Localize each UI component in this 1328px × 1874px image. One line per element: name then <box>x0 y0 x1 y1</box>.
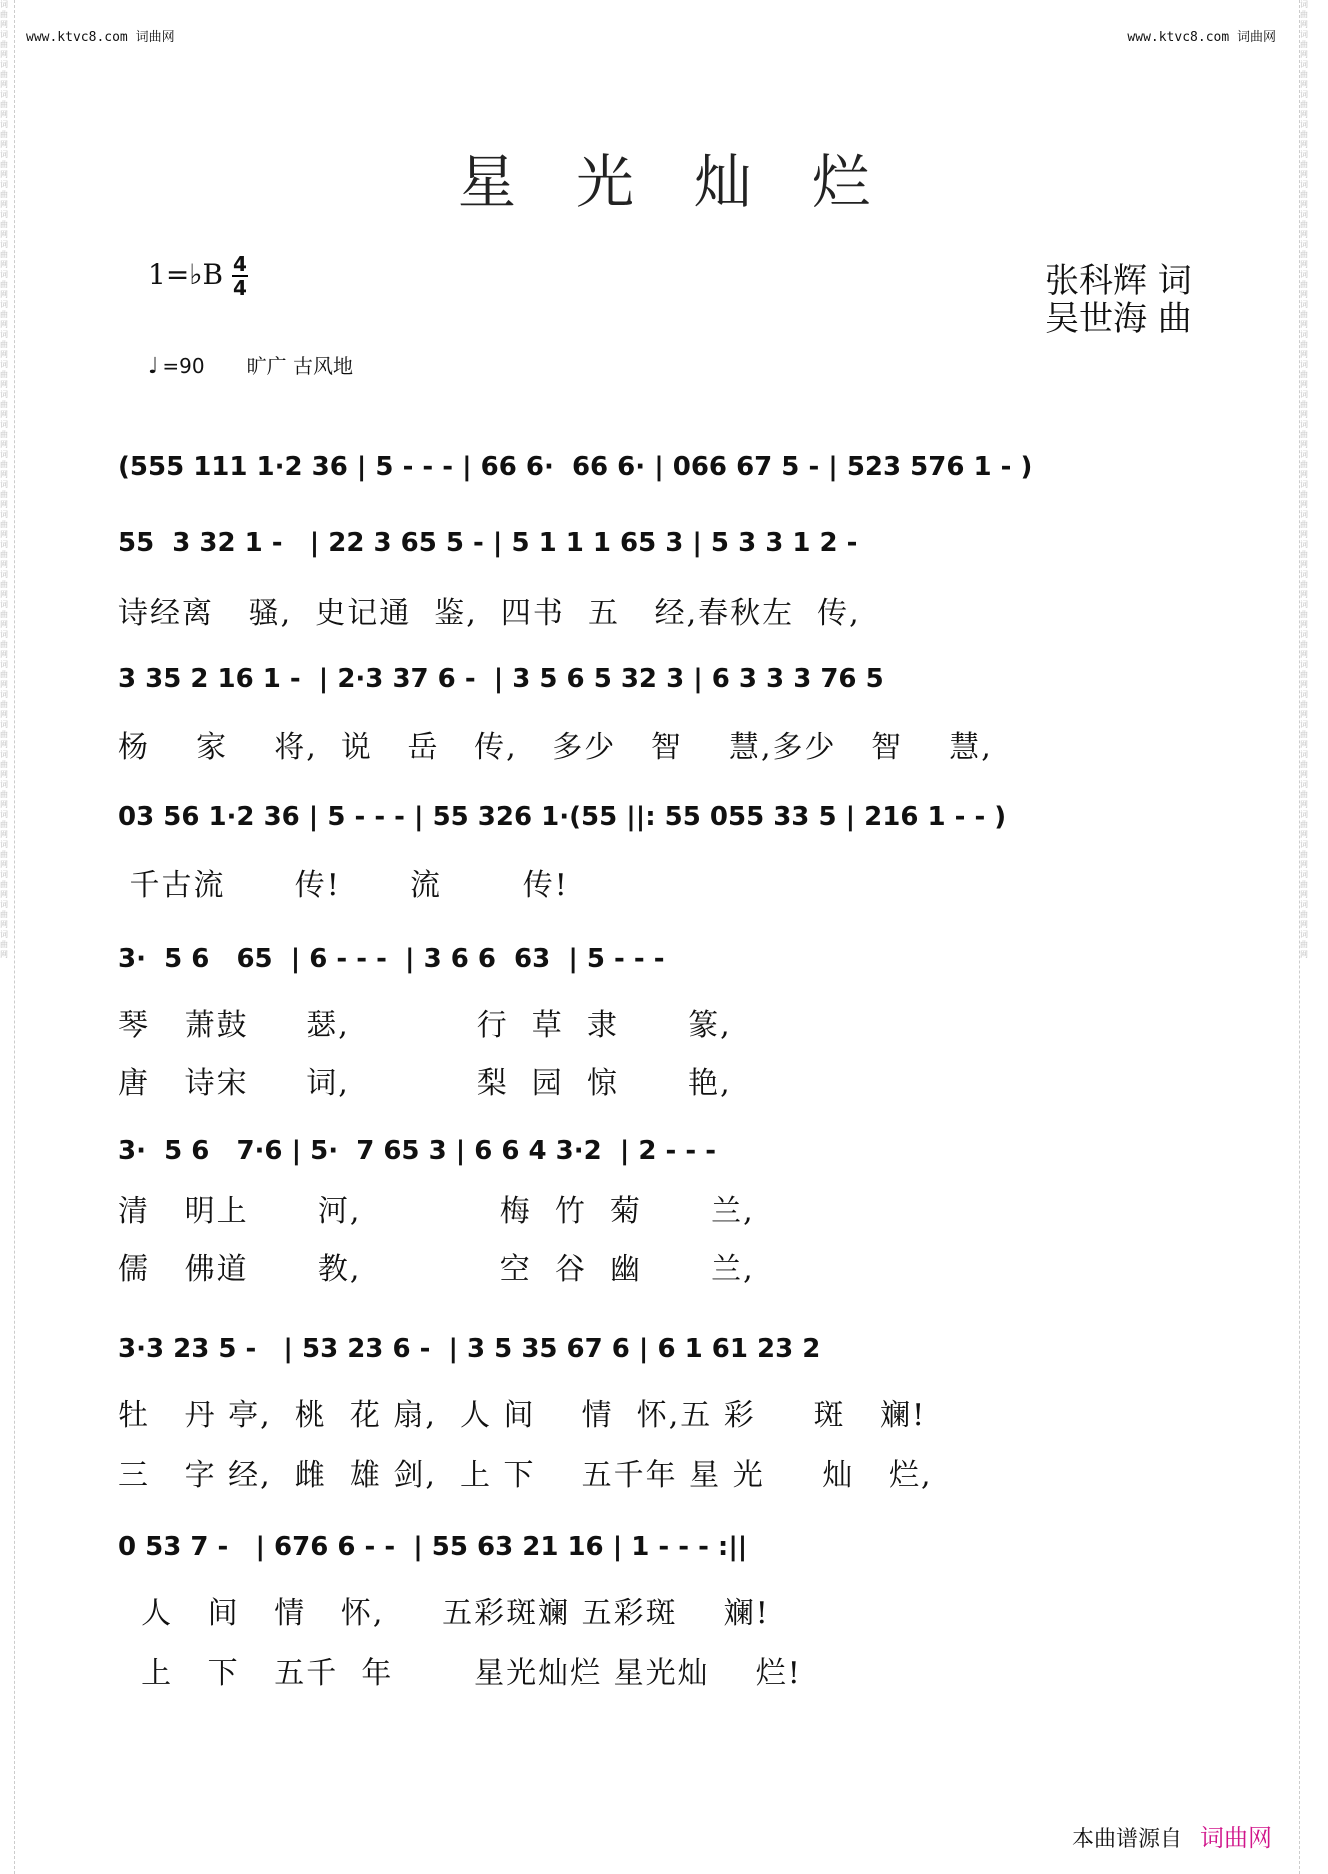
lyric-line-7a: 牡 丹 亭, 桃 花 扇, 人 间 情 怀,五 彩 斑 斓! <box>118 1398 927 1433</box>
lyric-line-4: 千古流 传! 流 传! <box>118 868 569 903</box>
score-line-7 <box>118 1334 1238 1374</box>
tempo-value: =90 <box>162 354 205 378</box>
lyric-line-7b: 三 字 经, 雌 雄 剑, 上 下 五千年 星 光 灿 烂, <box>118 1458 933 1493</box>
key-signature: 1=♭B <box>148 258 224 291</box>
score-line-5 <box>118 944 1238 984</box>
lyric-line-5a: 琴 萧鼓 瑟, 行 草 隶 篆, <box>118 1008 732 1043</box>
score-line-3 <box>118 664 1238 704</box>
notation-line-4: 03 56 1·2 36 | 5 - - - | 55 326 1·(55 ||: 55 055 33 5 | 216 1 - - ) <box>118 802 1007 832</box>
score-line-2 <box>118 528 1238 568</box>
credits <box>1045 262 1192 338</box>
tempo-marking <box>148 350 353 379</box>
lyric-line-5b: 唐 诗宋 词, 梨 园 惊 艳, <box>118 1066 732 1101</box>
notation-line-6: 3· 5 6 7·6 | 5· 7 65 3 | 6 6 4 3·2 | 2 - - - <box>118 1136 717 1166</box>
left-watermark-text: 词曲网词曲网词曲网词曲网词曲网词曲网词曲网词曲网词曲网词曲网词曲网词曲网词曲网词曲网词曲网词曲网词曲网词曲网词曲网词曲网词曲网词曲网词曲网词曲网词曲网词曲网词曲网词曲网词曲网词曲网词曲网词曲网 <box>0 0 8 959</box>
notation-line-5: 3· 5 6 65 | 6 - - - | 3 6 6 63 | 5 - - - <box>118 944 665 974</box>
lyricist: 张科辉 词 <box>1045 261 1192 301</box>
footer-source-label: 本曲谱源自 <box>1072 1827 1183 1852</box>
right-watermark-text: 词曲网词曲网词曲网词曲网词曲网词曲网词曲网词曲网词曲网词曲网词曲网词曲网词曲网词曲网词曲网词曲网词曲网词曲网词曲网词曲网词曲网词曲网词曲网词曲网词曲网词曲网词曲网词曲网词曲网词曲网词曲网词曲网 <box>1300 0 1308 959</box>
footer-source-link[interactable]: 词曲网 <box>1200 1824 1273 1852</box>
time-signature-top: 4 <box>233 252 247 276</box>
notation-line-3: 3 35 2 16 1 - | 2·3 37 6 - | 3 5 6 5 32 3 | 6 3 3 3 76 5 <box>118 664 884 694</box>
lyric-line-2: 诗经离 骚, 史记通 鉴, 四书 五 经,春秋左 传, <box>118 596 861 631</box>
lyric-line-3: 杨 家 将, 说 岳 传, 多少 智 慧,多少 智 慧, <box>118 730 993 765</box>
score-line-6 <box>118 1136 1238 1176</box>
footer-source <box>1072 1818 1272 1853</box>
notation-line-8: 0 53 7 - | 676 6 - - | 55 63 21 16 | 1 - - - :|| <box>118 1532 748 1562</box>
lyric-line-6a: 清 明上 河, 梅 竹 菊 兰, <box>118 1194 755 1229</box>
right-watermark-strip <box>1299 0 1314 1874</box>
notation-line-7: 3·3 23 5 - | 53 23 6 - | 3 5 35 67 6 | 6 1 61 23 2 <box>118 1334 821 1364</box>
style-marking: 旷广 古风地 <box>246 354 353 378</box>
header-site-right: www.ktvc8.com 词曲网 <box>1127 30 1276 45</box>
lyric-line-6b: 儒 佛道 教, 空 谷 幽 兰, <box>118 1252 755 1287</box>
quarter-note-icon: ♩ <box>148 354 159 379</box>
notation-line-2: 55 3 32 1 - | 22 3 65 5 - | 5 1 1 1 65 3 | 5 3 3 1 2 - <box>118 528 858 558</box>
score-line-4 <box>118 802 1238 842</box>
header-site-left: www.ktvc8.com 词曲网 <box>26 30 175 45</box>
left-watermark-strip <box>0 0 15 1874</box>
lyric-line-8a: 人 间 情 怀, 五彩斑斓 五彩斑 斓! <box>118 1596 770 1631</box>
lyric-line-8b: 上 下 五千 年 星光灿烂 星光灿 烂! <box>118 1656 802 1691</box>
notation-line-1: (555 111 1·2 36 | 5 - - - | 66 6· 66 6· | 066 67 5 - | 523 576 1 - ) <box>118 452 1033 482</box>
score-line-1 <box>118 452 1238 492</box>
composer: 吴世海 曲 <box>1045 299 1192 339</box>
time-signature <box>232 254 248 298</box>
time-signature-bottom: 4 <box>233 276 247 300</box>
score-line-8 <box>118 1532 1238 1572</box>
song-title: 星光灿烂 <box>457 148 930 216</box>
